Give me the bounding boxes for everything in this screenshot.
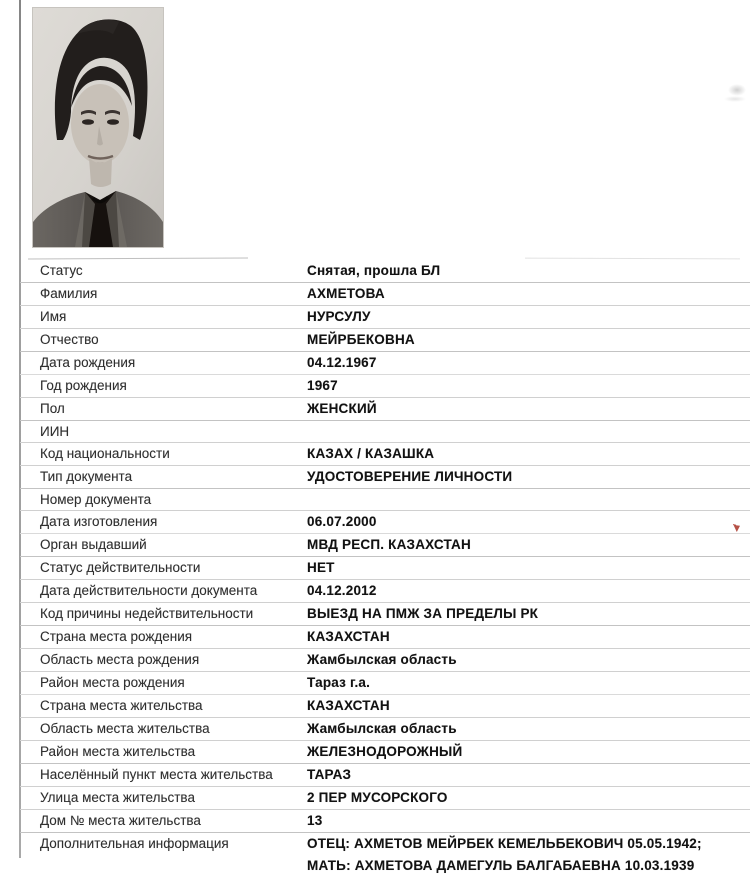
- field-label: Пол: [40, 401, 65, 416]
- record-row: [20, 787, 750, 810]
- field-label: Дата изготовления: [40, 514, 158, 529]
- field-value: НУРСУЛУ: [307, 309, 371, 324]
- record-row: [20, 534, 750, 557]
- field-label: Район места жительства: [40, 744, 196, 759]
- field-value: Жамбылская область: [307, 721, 457, 736]
- field-label: ИИН: [40, 424, 70, 439]
- record-row: [20, 764, 750, 787]
- record-row: [20, 672, 750, 695]
- field-value: Жамбылская область: [307, 652, 457, 667]
- field-value: ОТЕЦ: АХМЕТОВ МЕЙРБЕК КЕМЕЛЬБЕКОВИЧ 05.05.1942; МАТЬ: АХМЕТОВА ДАМЕГУЛЬ БАЛГАБАЕВНА 10.03.1939: [307, 836, 702, 873]
- field-label: Статус действительности: [40, 560, 201, 575]
- field-value: НЕТ: [307, 560, 335, 575]
- field-value: АХМЕТОВА: [307, 286, 385, 301]
- record-row: [20, 443, 750, 466]
- field-value: 04.12.2012: [307, 583, 377, 598]
- field-value: 2 ПЕР МУСОРСКОГО: [307, 790, 448, 805]
- record-row: [20, 421, 750, 443]
- field-label: Орган выдавший: [40, 537, 147, 552]
- record-row: [20, 489, 750, 511]
- record-row: [20, 329, 750, 352]
- field-value: 04.12.1967: [307, 355, 377, 370]
- field-label: Имя: [40, 309, 67, 324]
- field-label: Код причины недействительности: [40, 606, 254, 621]
- record-row: [20, 603, 750, 626]
- field-value: 06.07.2000: [307, 514, 377, 529]
- field-label: Дата действительности документа: [40, 583, 258, 598]
- record-row: [20, 626, 750, 649]
- field-value: ЖЕЛЕЗНОДОРОЖНЫЙ: [307, 744, 463, 759]
- record-row: [20, 718, 750, 741]
- record-row: [20, 352, 750, 375]
- field-value: КАЗАХСТАН: [307, 629, 390, 644]
- field-value: КАЗАХ / КАЗАШКА: [307, 446, 435, 461]
- scan-smudge: [724, 96, 746, 102]
- field-label: Код национальности: [40, 446, 170, 461]
- record-row: [20, 398, 750, 421]
- field-value: 1967: [307, 378, 338, 393]
- field-label: Тип документа: [40, 469, 133, 484]
- portrait-photo-image: [33, 8, 163, 247]
- field-value: ВЫЕЗД НА ПМЖ ЗА ПРЕДЕЛЫ РК: [307, 606, 539, 621]
- field-label: Область места рождения: [40, 652, 200, 667]
- record-row: [20, 695, 750, 718]
- field-value: УДОСТОВЕРЕНИЕ ЛИЧНОСТИ: [307, 469, 513, 484]
- record-row: [20, 810, 750, 833]
- record-row: [20, 833, 750, 877]
- field-value: ТАРАЗ: [307, 767, 352, 782]
- record-row: [20, 511, 750, 534]
- field-value: МВД РЕСП. КАЗАХСТАН: [307, 537, 471, 552]
- record-row: [20, 375, 750, 398]
- record-row: [20, 283, 750, 306]
- field-label: Страна места жительства: [40, 698, 203, 713]
- field-label: Дополнительная информация: [40, 836, 229, 851]
- field-value: ЖЕНСКИЙ: [307, 401, 377, 416]
- field-value: Тараз г.а.: [307, 675, 371, 690]
- scan-smudge: [728, 84, 746, 96]
- record-row: [20, 649, 750, 672]
- field-label: Отчество: [40, 332, 99, 347]
- field-label: Дом № места жительства: [40, 813, 201, 828]
- record-row: [20, 557, 750, 580]
- field-label: Район места рождения: [40, 675, 185, 690]
- record-row: [20, 466, 750, 489]
- field-value: МЕЙРБЕКОВНА: [307, 332, 415, 347]
- field-value: 13: [307, 813, 323, 828]
- field-label: Фамилия: [40, 286, 98, 301]
- record-row: [20, 306, 750, 329]
- portrait-photo: [33, 8, 163, 247]
- record-row: [20, 741, 750, 764]
- field-value: КАЗАХСТАН: [307, 698, 390, 713]
- field-label: Улица места жительства: [40, 790, 195, 805]
- record-fields: [20, 260, 750, 877]
- field-label: Страна места рождения: [40, 629, 193, 644]
- record-row: [20, 260, 750, 283]
- field-label: Год рождения: [40, 378, 127, 393]
- field-label: Область места жительства: [40, 721, 210, 736]
- field-value: Снятая, прошла БЛ: [307, 263, 441, 278]
- field-label: Населённый пункт места жительства: [40, 767, 273, 782]
- red-pen-mark-icon: [733, 524, 741, 533]
- field-label: Номер документа: [40, 492, 152, 507]
- record-row: [20, 580, 750, 603]
- field-label: Дата рождения: [40, 355, 136, 370]
- field-label: Статус: [40, 263, 83, 278]
